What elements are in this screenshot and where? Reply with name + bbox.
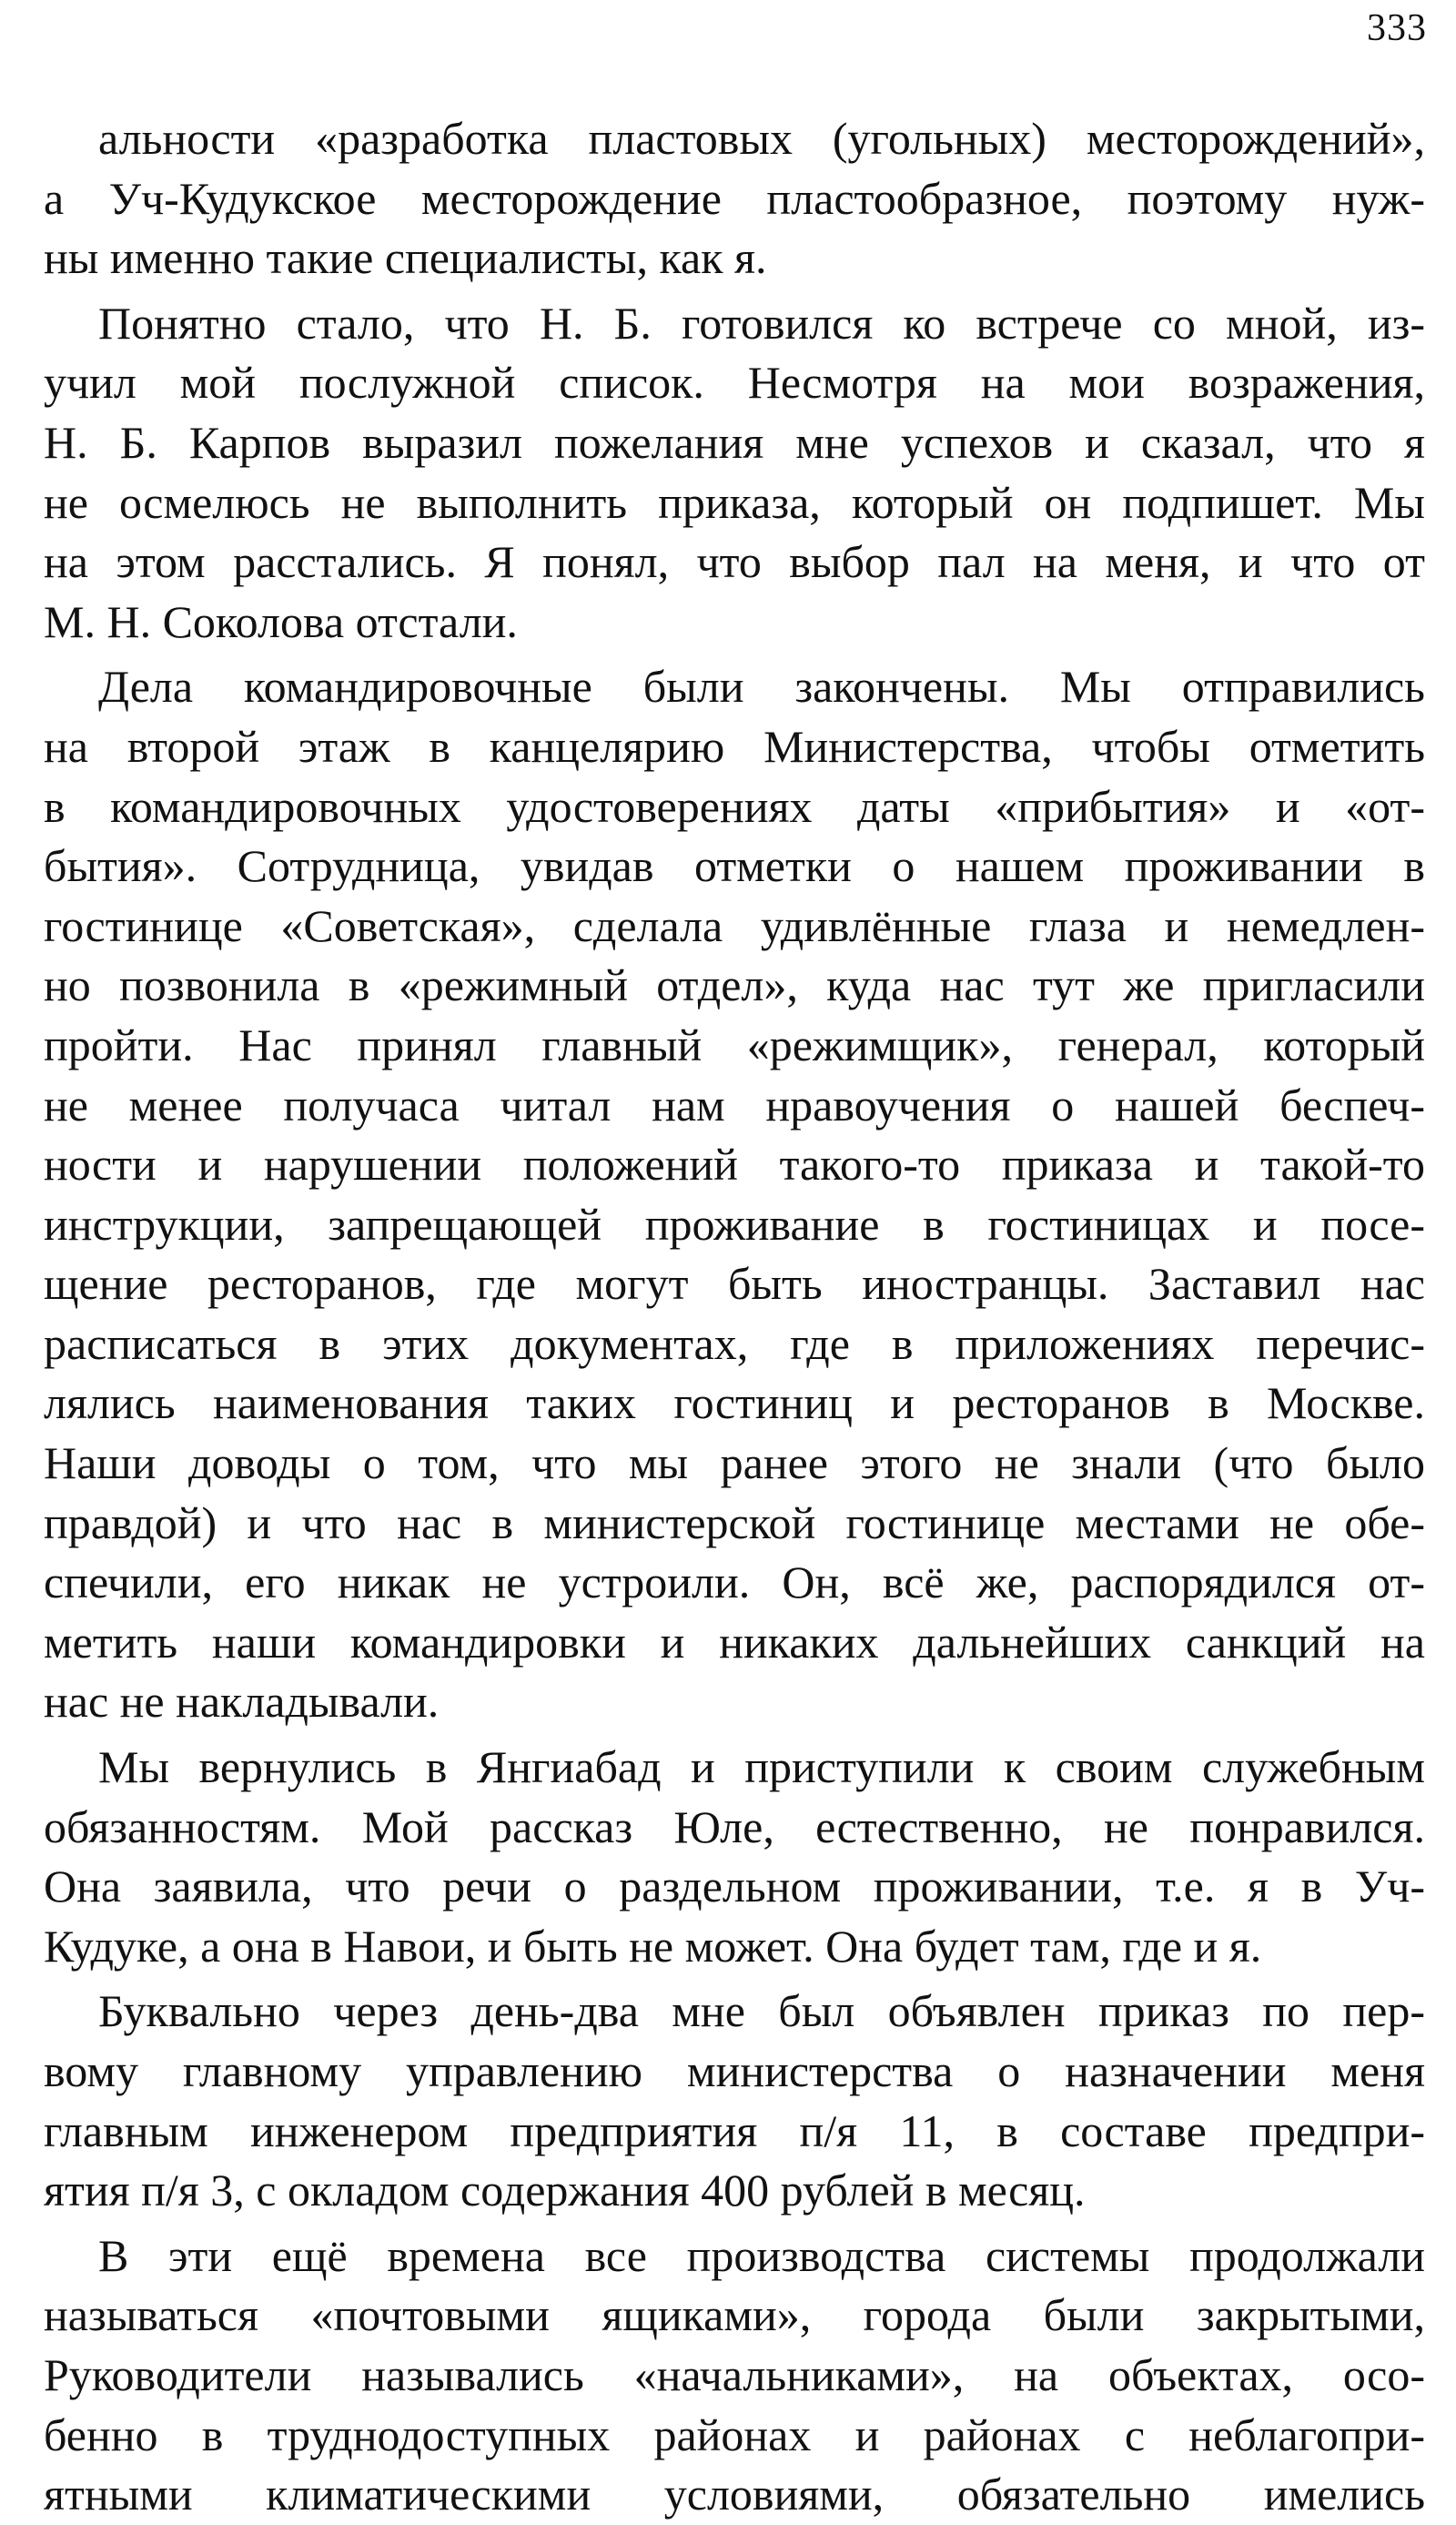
text-line: Она заявила, что речи о раздельном проживании, т.е. я в Уч- bbox=[44, 1861, 1425, 1912]
text-line: бытия». Сотрудница, увидав отметки о нашем проживании в bbox=[44, 840, 1425, 892]
text-line: не менее получаса читал нам нравоучения о нашей беспеч- bbox=[44, 1079, 1425, 1131]
text-line: ятия п/я 3, с окладом содержания 400 рублей в месяц. bbox=[44, 2165, 1086, 2216]
paragraph bbox=[44, 657, 1425, 1732]
text-line: Понятно стало, что Н. Б. готовился ко встрече со мной, из- bbox=[98, 297, 1425, 349]
text-line: В эти ещё времена все производства системы продолжали bbox=[98, 2229, 1425, 2281]
paragraph bbox=[44, 109, 1425, 289]
text-line: а Уч-Кудукское месторождение пластообразное, поэтому нуж- bbox=[44, 172, 1425, 224]
text-line: называться «почтовыми ящиками», города были закрытыми, bbox=[44, 2289, 1425, 2341]
text-line: альности «разработка пластовых (угольных) месторождений», bbox=[98, 113, 1425, 164]
text-line: Наши доводы о том, что мы ранее этого не знали (что было bbox=[44, 1437, 1425, 1489]
text-line: гостинице «Советская», сделала удивлённые глаза и немедлен- bbox=[44, 899, 1425, 951]
text-line: инструкции, запрещающей проживание в гостиницах и посе- bbox=[44, 1198, 1425, 1250]
text-line: спечили, его никак не устроили. Он, всё же, распорядился от- bbox=[44, 1557, 1425, 1608]
text-line: ности и нарушении положений такого-то приказа и такой-то bbox=[44, 1139, 1425, 1191]
text-line: нас не накладывали. bbox=[44, 1676, 440, 1728]
text-line: Кудуке, а она в Навои, и быть не может. Она будет там, где и я. bbox=[44, 1920, 1262, 1972]
text-line: М. Н. Соколова отстали. bbox=[44, 595, 518, 647]
text-line: на второй этаж в канцелярию Министерства, чтобы отметить bbox=[44, 720, 1425, 772]
text-line: расписаться в этих документах, где в приложениях перечис- bbox=[44, 1317, 1425, 1369]
paragraph bbox=[44, 1738, 1425, 1976]
text-line: бенно в труднодоступных районах и районах с неблагопри- bbox=[44, 2408, 1425, 2460]
text-line: не осмелюсь не выполнить приказа, который он подпишет. Мы bbox=[44, 476, 1425, 528]
text-line: учил мой послужной список. Несмотря на мои возражения, bbox=[44, 357, 1425, 409]
text-line: ны именно такие специалисты, как я. bbox=[44, 232, 767, 284]
text-line: Н. Б. Карпов выразил пожелания мне успехов и сказал, что я bbox=[44, 416, 1425, 468]
text-line: щение ресторанов, где могут быть иностранцы. Заставил нас bbox=[44, 1258, 1425, 1310]
text-line: Буквально через день-два мне был объявлен приказ по пер- bbox=[98, 1985, 1425, 2037]
page-number: 333 bbox=[1367, 7, 1427, 49]
paragraph bbox=[44, 1982, 1425, 2220]
text-line: правдой) и что нас в министерской гостинице местами не обе- bbox=[44, 1496, 1425, 1548]
body-text bbox=[44, 109, 1425, 2525]
text-line: лялись наименования таких гостиниц и ресторанов в Москве. bbox=[44, 1377, 1425, 1429]
text-line: метить наши командировки и никаких дальнейших санкций на bbox=[44, 1616, 1425, 1668]
text-line: ятными климатическими условиями, обязательно имелись bbox=[44, 2469, 1425, 2520]
text-line: Дела командировочные были закончены. Мы отправились bbox=[98, 661, 1425, 713]
text-line: вому главному управлению министерства о назначении меня bbox=[44, 2045, 1425, 2096]
text-line: обязанностям. Мой рассказ Юле, естественно, не понравился. bbox=[44, 1800, 1425, 1852]
text-line: главным инженером предприятия п/я 11, в составе предпри- bbox=[44, 2104, 1425, 2156]
text-line: Мы вернулись в Янгиабад и приступили к своим служебным bbox=[98, 1741, 1425, 1793]
paragraph bbox=[44, 2226, 1425, 2525]
paragraph bbox=[44, 294, 1425, 653]
text-line: но позвонила в «режимный отдел», куда нас тут же пригласили bbox=[44, 959, 1425, 1011]
text-line: пройти. Нас принял главный «режимщик», генерал, который bbox=[44, 1019, 1425, 1070]
text-line: в командировочных удостоверениях даты «прибытия» и «от- bbox=[44, 780, 1425, 832]
text-line: Руководители назывались «начальниками», на объектах, осо- bbox=[44, 2348, 1425, 2400]
text-line: на этом расстались. Я понял, что выбор пал на меня, и что от bbox=[44, 536, 1425, 588]
